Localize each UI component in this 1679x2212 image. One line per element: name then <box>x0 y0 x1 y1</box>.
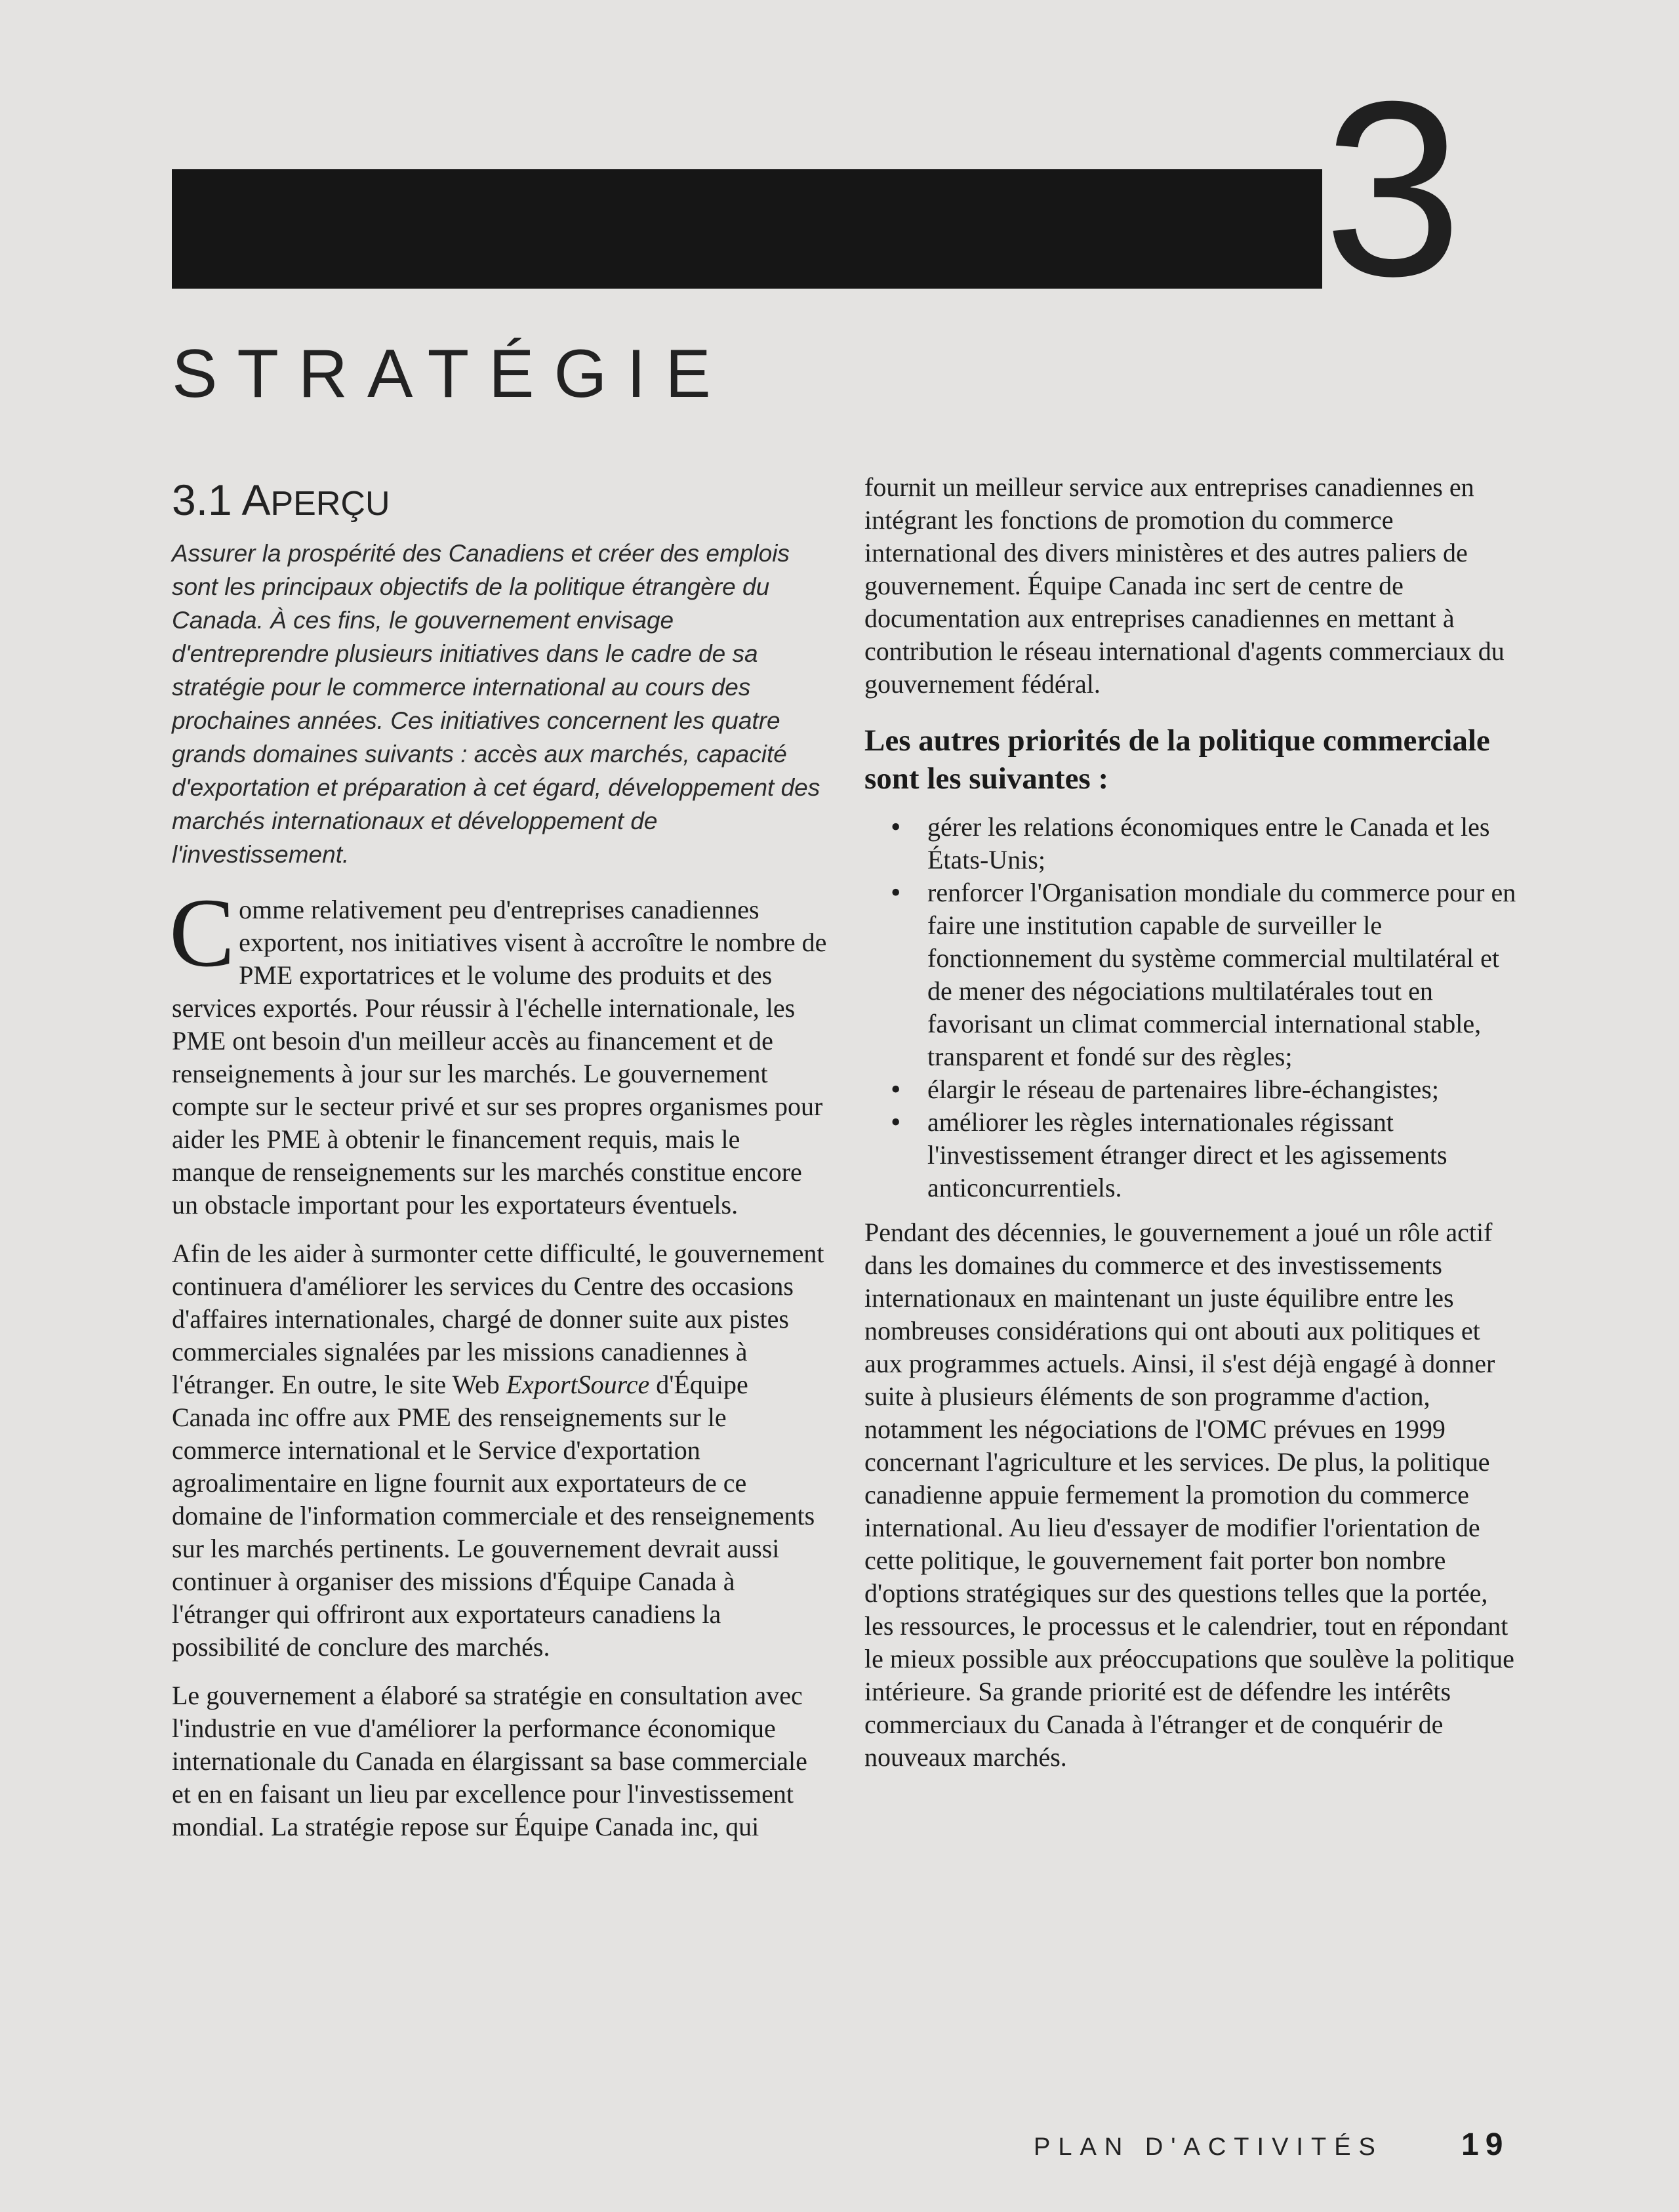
list-item: • élargir le réseau de partenaires libre-échangistes; <box>864 1073 1520 1106</box>
page-number: 19 <box>1461 2127 1510 2162</box>
chapter-banner-bar <box>172 169 1322 289</box>
drop-cap: C <box>169 878 235 987</box>
list-item: • améliorer les règles internationales régissant l'investissement étranger direct et les agissements anticoncurrentiels. <box>864 1106 1520 1204</box>
chapter-number: 3 <box>1324 49 1463 328</box>
footer-label: PLAN D'ACTIVITÉS <box>1034 2133 1383 2161</box>
right-paragraph-1: fournit un meilleur service aux entreprises canadiennes en intégrant les fonctions de promotion du commerce international des divers ministères et des autres paliers de gouvernement. Équipe Canada inc sert de centre de documentation aux entreprises canadiennes en mettant à contribution le réseau international d'agents commerciaux du gouvernement fédéral. <box>864 472 1505 699</box>
chapter-title: STRATÉGIE <box>172 336 731 412</box>
left-column <box>169 472 828 1859</box>
priorities-list <box>864 811 1520 1204</box>
body-paragraph-3: Le gouvernement a élaboré sa stratégie en consultation avec l'industrie en vue d'améliorer la performance économique internationale du Canada en élargissant sa base commerciale et en en faisant un lieu par excellence pour l'investissement mondial. La stratégie repose sur Équipe Canada inc, qui <box>172 1681 807 1841</box>
body-paragraph-1 <box>169 878 828 1221</box>
priorities-subheading: Les autres priorités de la politique commerciale sont les suivantes : <box>864 724 1490 796</box>
body-paragraph-1-text: omme relativement peu d'entreprises canadiennes exportent, nos initiatives visent à accroître le nombre de PME exportatrices et le volume des produits et des services exportés. Pour réussir à l'échelle internationale, les PME ont besoin d'un meilleur accès au financement et de renseignements à jour sur les marchés. Le gouvernement compte sur le secteur privé et sur ses propres organismes pour aider les PME à obtenir le financement requis, mais le manque de renseignements sur les marchés constitue encore un obstacle important pour les exportateurs éventuels. <box>172 895 827 1219</box>
section-title-initial: A <box>241 476 271 524</box>
section-number: 3.1 <box>172 476 232 524</box>
body-paragraph-2-text-b: d'Équipe Canada inc offre aux PME des renseignements sur le commerce international et le Service d'exportation agroalimentaire en ligne fournit aux exportateurs de ce domaine de l'information commerciale et des renseignements sur les marchés pertinents. Le gouvernement devrait aussi continuer à organiser des missions d'Équipe Canada à l'étranger qui offriront aux exportateurs canadiens la possibilité de conclure des marchés. <box>172 1370 815 1662</box>
list-item: • gérer les relations économiques entre le Canada et les États-Unis; <box>864 811 1520 876</box>
list-item: • renforcer l'Organisation mondiale du commerce pour en faire une institution capable de surveiller le fonctionnement du système commercial multilatéral et de mener des négociations multilatérales tout en favorisant un climat commercial international stable, transparent et fondé sur des règles; <box>864 876 1520 1073</box>
exportsource-name: ExportSource <box>506 1370 650 1399</box>
section-title-rest: PERÇU <box>270 485 390 523</box>
right-paragraph-2: Pendant des décennies, le gouvernement a joué un rôle actif dans les domaines du commerce et des investissements internationaux en maintenant un juste équilibre entre les nombreuses considérations qui ont abouti aux politiques et aux programmes actuels. Ainsi, il s'est déjà engagé à donner suite à plusieurs éléments de son programme d'action, notamment les négociations de l'OMC prévues en 1999 concernant l'agriculture et les services. De plus, la politique canadienne appuie fermement la promotion du commerce international. Au lieu d'essayer de modifier l'orientation de cette politique, le gouvernement fait porter bon nombre d'options stratégiques sur des questions telles que la portée, les ressources, le processus et le calendrier, tout en répondant le mieux possible aux préoccupations que soulève la politique intérieure. Sa grande priorité est de défendre les intérêts commerciaux du Canada à l'étranger et de conquérir de nouveaux marchés. <box>864 1218 1514 1772</box>
intro-paragraph: Assurer la prospérité des Canadiens et créer des emplois sont les principaux objectifs de la politique étrangère du Canada. À ces fins, le gouvernement envisage d'entreprendre plusieurs initiatives dans le cadre de sa stratégie pour le commerce international au cours des prochaines années. Ces initiatives concernent les quatre grands domaines suivants : accès aux marchés, capacité d'exportation et préparation à cet égard, développement des marchés internationaux et développement de l'investissement. <box>172 540 820 868</box>
right-column <box>864 471 1520 1790</box>
body-paragraph-2-text-a: Afin de les aider à surmonter cette difficulté, le gouvernement continuera d'améliorer les services du Centre des occasions d'affaires internationales, chargé de donner suite aux pistes commerciales signalées par les missions canadiennes à l'étranger. En outre, le site Web <box>172 1239 824 1399</box>
body-paragraph-2 <box>172 1237 828 1664</box>
section-heading <box>172 472 828 531</box>
